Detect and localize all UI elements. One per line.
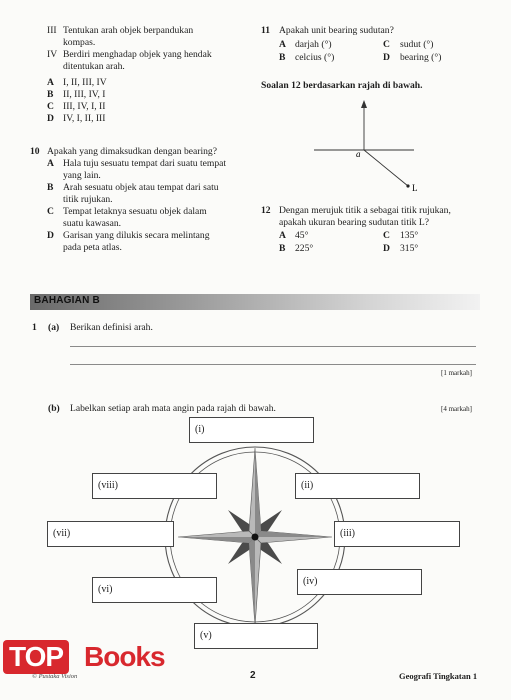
q9-item-text: Berdiri menghadap objek yang hendak: [63, 49, 212, 60]
compass-rose: [160, 440, 350, 640]
section-b-banner: [30, 294, 480, 310]
option-letter: A: [279, 230, 286, 241]
option-text: 315°: [400, 243, 419, 254]
book-title: Geografi Tingkatan 1: [399, 671, 478, 681]
option-text: Garisan yang dilukis secara melintang: [63, 230, 210, 241]
page-number: 2: [250, 670, 256, 681]
q9-item-iv: [47, 49, 257, 61]
q1a-text: Berikan definisi arah.: [70, 322, 153, 333]
option-text: III, IV, I, II: [63, 101, 106, 112]
q12-intro: Soalan 12 berdasarkan rajah di bawah.: [261, 80, 423, 91]
option-letter: D: [383, 52, 390, 63]
option-text: pada peta atlas.: [63, 242, 122, 253]
q9-item-text: kompas.: [63, 37, 96, 48]
option-letter: B: [47, 89, 54, 100]
q1b-label: (b): [48, 403, 60, 414]
answer-line: [70, 346, 476, 347]
q9-item-label: IV: [47, 49, 58, 60]
q11-options: [279, 39, 479, 65]
q1b-text: Labelkan setiap arah mata angin pada rajah di bawah.: [70, 403, 276, 414]
answer-box-iii[interactable]: (iii): [334, 521, 460, 547]
topbooks-logo-top: TOP: [3, 640, 69, 674]
bearing-line: [364, 150, 408, 186]
q1a-marks: [1 markah]: [441, 369, 472, 377]
q1b-marks: [4 markah]: [441, 405, 472, 413]
q1-number: 1: [32, 322, 37, 333]
option-letter: A: [47, 77, 54, 88]
option-letter: D: [47, 230, 54, 241]
q12-options: [279, 230, 479, 256]
option-letter: A: [279, 39, 286, 50]
answer-box-i[interactable]: (i): [189, 417, 314, 443]
copyright: © Pustaka Vision: [32, 673, 78, 680]
answer-line: [70, 364, 476, 365]
option-text: Hala tuju sesuatu tempat dari suatu tempat: [63, 158, 227, 169]
option-letter: D: [383, 243, 390, 254]
option-text: Tempat letaknya sesuatu objek dalam: [63, 206, 207, 217]
option-text: 135°: [400, 230, 419, 241]
option-text: titik rujukan.: [63, 194, 113, 205]
q12-line-2: apakah ukuran bearing sudutan titik L?: [279, 217, 429, 228]
compass-center: [252, 534, 259, 541]
option-text: darjah (°): [295, 39, 332, 50]
option-letter: B: [279, 52, 286, 63]
answer-box-v[interactable]: (v): [194, 623, 318, 649]
option-text: 225°: [295, 243, 314, 254]
option-text: celcius (°): [295, 52, 335, 63]
answer-box-viii[interactable]: (viii): [92, 473, 217, 499]
point-a-label: a: [356, 149, 361, 159]
option-letter: B: [279, 243, 286, 254]
answer-box-iv[interactable]: (iv): [297, 569, 422, 595]
option-letter: C: [383, 230, 390, 241]
q9-item-text: ditentukan arah.: [63, 61, 125, 72]
topbooks-logo-books: Books: [84, 641, 165, 672]
section-b-title: BAHAGIAN B: [34, 295, 100, 306]
q10-number: 10: [30, 146, 40, 157]
q9-item-iii: [47, 25, 257, 37]
option-text: IV, I, II, III: [63, 113, 106, 124]
option-text: sudut (°): [400, 39, 434, 50]
q12-bearing-diagram: [300, 98, 440, 198]
q1a-label: (a): [48, 322, 60, 333]
option-text: II, III, IV, I: [63, 89, 106, 100]
option-text: Arah sesuatu objek atau tempat dari satu: [63, 182, 219, 193]
option-letter: C: [47, 101, 54, 112]
option-text: I, II, III, IV: [63, 77, 107, 88]
option-letter: C: [383, 39, 390, 50]
q9-item-text: Tentukan arah objek berpandukan: [63, 25, 194, 36]
option-text: 45°: [295, 230, 309, 241]
q12-line-1: Dengan merujuk titik a sebagai titik rujukan,: [279, 205, 451, 216]
point-l-dot: [406, 184, 409, 187]
point-l-label: L: [412, 183, 418, 193]
option-letter: B: [47, 182, 54, 193]
answer-box-vii[interactable]: (vii): [47, 521, 174, 547]
q10-question: Apakah yang dimaksudkan dengan bearing?: [47, 146, 217, 157]
option-letter: C: [47, 206, 54, 217]
q9-item-iv-cont: [47, 61, 257, 73]
q11-number: 11: [261, 25, 271, 36]
option-text: suatu kawasan.: [63, 218, 122, 229]
q9-items: [47, 25, 257, 73]
answer-box-vi[interactable]: (vi): [92, 577, 217, 603]
q9-item-label: III: [47, 25, 57, 36]
north-arrowhead: [361, 100, 367, 108]
answer-box-ii[interactable]: (ii): [295, 473, 420, 499]
option-text: bearing (°): [400, 52, 442, 63]
option-text: yang lain.: [63, 170, 101, 181]
option-letter: D: [47, 113, 54, 124]
q12-number: 12: [261, 205, 271, 216]
option-letter: A: [47, 158, 54, 169]
q11-question: Apakah unit bearing sudutan?: [279, 25, 394, 36]
q9-item-iii-cont: [47, 37, 257, 49]
